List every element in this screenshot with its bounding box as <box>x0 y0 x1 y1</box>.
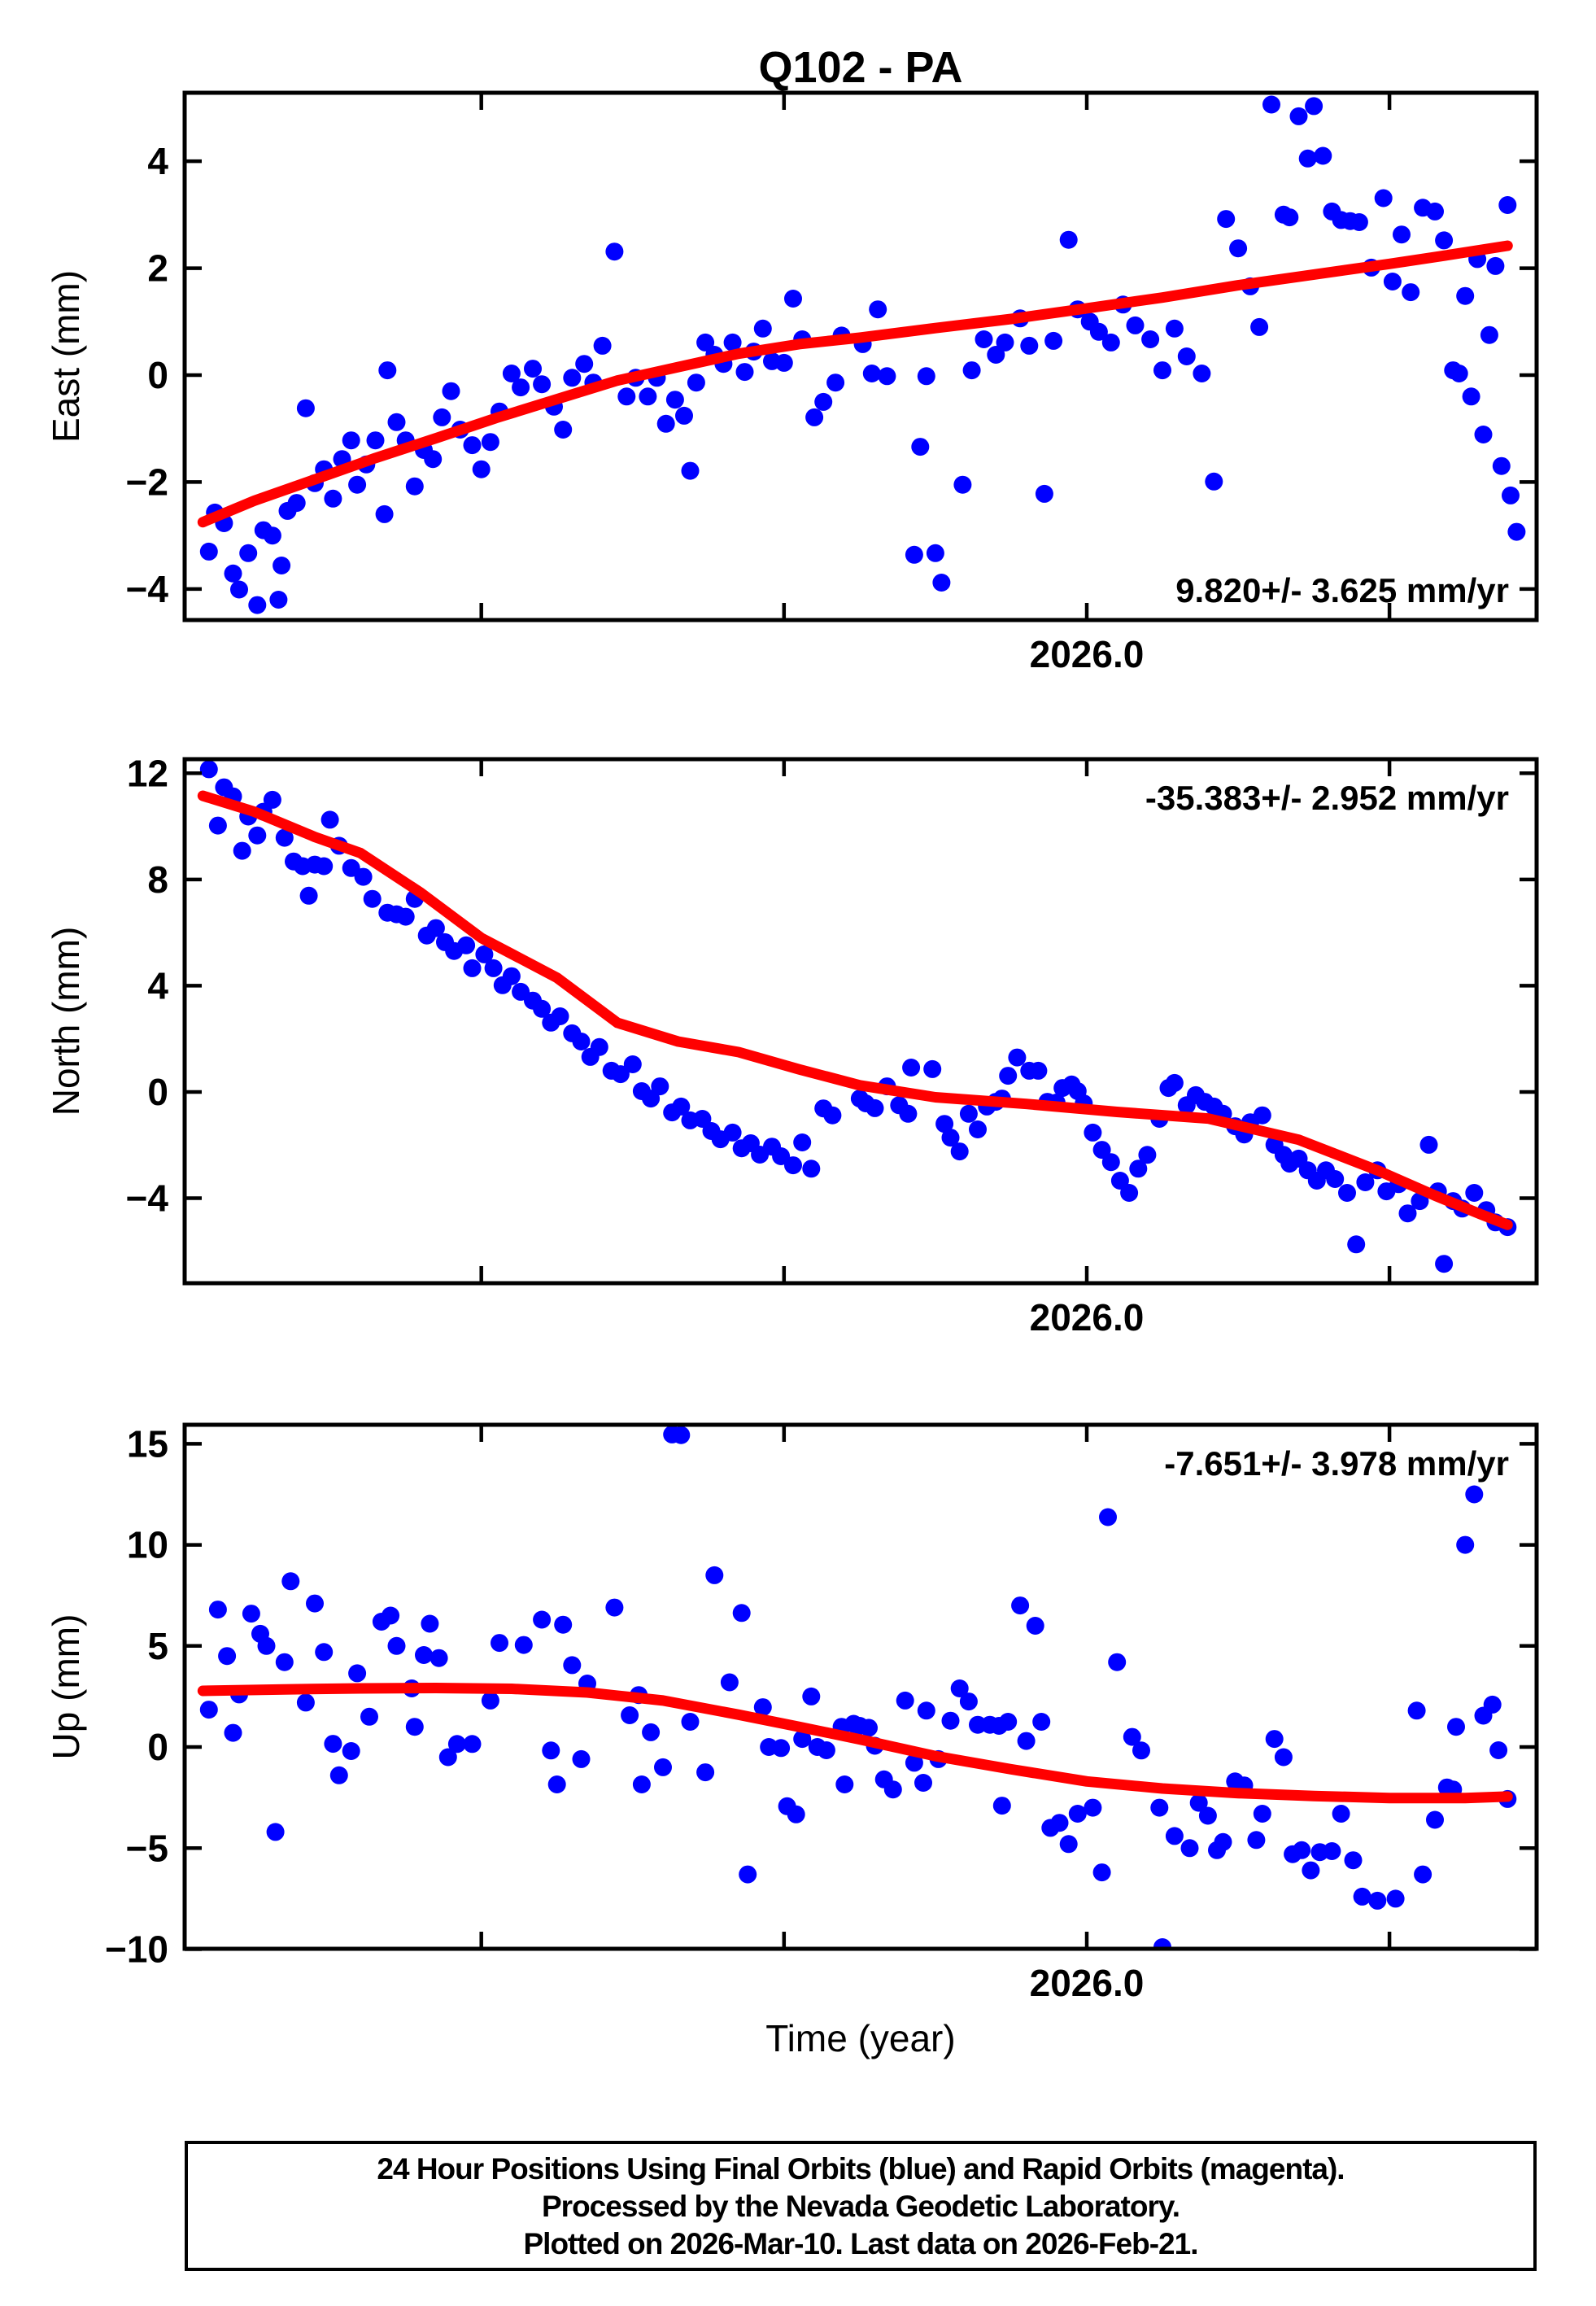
north-plot-area <box>185 759 1537 1283</box>
y-tick-label: 15 <box>126 1422 168 1465</box>
data-point <box>533 375 551 393</box>
data-point <box>823 1107 841 1125</box>
data-point <box>1354 1888 1371 1906</box>
data-point <box>996 334 1014 352</box>
data-point <box>960 1105 978 1123</box>
data-point <box>433 408 451 426</box>
data-point <box>554 1616 572 1634</box>
data-point <box>918 1701 935 1719</box>
data-point <box>482 433 499 451</box>
data-point <box>1193 365 1210 382</box>
data-point <box>1368 1892 1386 1910</box>
data-point <box>1332 1805 1350 1823</box>
data-point <box>315 858 333 876</box>
data-point <box>918 367 935 385</box>
data-point <box>1498 196 1516 214</box>
data-point <box>1150 1799 1168 1817</box>
data-point <box>248 827 266 845</box>
data-point <box>905 546 923 564</box>
data-point <box>457 937 475 954</box>
data-point <box>1280 208 1298 226</box>
data-point <box>573 1750 591 1768</box>
data-point <box>682 462 700 480</box>
data-point <box>1217 210 1235 228</box>
data-point <box>1084 1799 1101 1817</box>
data-point <box>1465 1486 1483 1504</box>
north-panel <box>45 752 1537 1339</box>
data-point <box>672 1426 690 1444</box>
data-point <box>1347 1235 1365 1253</box>
data-point <box>1420 1136 1438 1154</box>
data-point <box>443 382 460 400</box>
data-point <box>869 300 887 318</box>
data-point <box>878 367 896 385</box>
data-point <box>288 494 306 512</box>
data-point <box>415 1646 433 1664</box>
y-tick-label: 0 <box>147 1071 168 1113</box>
data-point <box>1338 1184 1356 1202</box>
data-point <box>863 365 881 382</box>
data-point <box>1178 347 1196 365</box>
data-point <box>1275 1749 1293 1767</box>
data-point <box>1463 387 1480 405</box>
data-point <box>324 490 342 508</box>
data-point <box>1008 1049 1026 1067</box>
data-point <box>999 1713 1017 1731</box>
data-point <box>360 1708 378 1726</box>
data-point <box>424 450 442 468</box>
north-rate-annotation: -35.383+/- 2.952 mm/yr <box>1145 779 1509 817</box>
up-rate-annotation: -7.651+/- 3.978 mm/yr <box>1164 1444 1509 1483</box>
data-point <box>1387 1889 1405 1907</box>
data-point <box>1456 287 1474 305</box>
data-point <box>1484 1696 1502 1714</box>
data-point <box>1323 1842 1341 1860</box>
data-point <box>1489 1741 1507 1759</box>
data-point <box>1475 426 1493 443</box>
data-point <box>267 1823 285 1841</box>
data-point <box>1060 231 1078 249</box>
data-point <box>899 1105 917 1123</box>
y-tick-label: −10 <box>104 1928 168 1971</box>
data-point <box>675 407 693 425</box>
data-point <box>1408 1701 1426 1719</box>
data-point <box>355 868 373 886</box>
east-rate-annotation: 9.820+/- 3.625 mm/yr <box>1175 571 1509 609</box>
east-panel <box>45 93 1537 675</box>
data-point <box>1011 1596 1029 1614</box>
data-point <box>1314 147 1332 165</box>
data-point <box>896 1692 914 1710</box>
data-point <box>258 1637 276 1655</box>
y-tick-label: 8 <box>147 858 168 901</box>
y-tick-label: −4 <box>125 1177 168 1220</box>
data-point <box>866 1099 884 1117</box>
data-point <box>1299 150 1317 168</box>
data-point <box>1247 1831 1265 1849</box>
data-point <box>594 337 612 355</box>
data-point <box>860 1719 878 1736</box>
data-point <box>736 363 754 381</box>
data-point <box>784 290 802 308</box>
y-tick-label: 0 <box>147 354 168 396</box>
data-point <box>1302 1862 1319 1880</box>
up-panel <box>45 1422 1537 2004</box>
data-point <box>1036 485 1053 503</box>
caption-line-2: Processed by the Nevada Geodetic Laboratory. <box>542 2190 1180 2223</box>
data-point <box>1450 365 1468 382</box>
y-tick-label: 0 <box>147 1726 168 1768</box>
data-point <box>787 1806 805 1823</box>
data-point <box>775 354 793 372</box>
data-point <box>927 544 944 562</box>
y-tick-label: 12 <box>126 752 168 795</box>
data-point <box>826 373 844 391</box>
y-tick-label: −4 <box>125 567 168 610</box>
data-point <box>1254 1107 1271 1125</box>
data-point <box>464 1735 482 1753</box>
data-point <box>818 1741 835 1759</box>
data-point <box>1250 318 1268 336</box>
data-point <box>315 1643 333 1661</box>
caption-line-3: Plotted on 2026-Mar-10. Last data on 2026-Feb-21. <box>523 2227 1198 2260</box>
y-tick-label: 4 <box>147 140 168 183</box>
data-point <box>575 355 593 373</box>
y-tick-label: −2 <box>125 461 168 504</box>
data-point <box>1051 1814 1069 1832</box>
data-point <box>491 1634 508 1652</box>
data-point <box>1102 1153 1120 1171</box>
data-point <box>923 1060 941 1078</box>
data-point <box>696 1763 714 1781</box>
data-point <box>276 1653 294 1671</box>
data-point <box>1084 1124 1101 1142</box>
data-point <box>1326 1170 1344 1188</box>
data-point <box>914 1774 932 1792</box>
y-tick-label: −5 <box>125 1827 168 1870</box>
data-point <box>969 1120 987 1138</box>
data-point <box>230 581 248 599</box>
data-point <box>297 400 315 417</box>
data-point <box>382 1607 399 1625</box>
data-point <box>624 1055 642 1073</box>
data-point <box>772 1739 790 1757</box>
data-point <box>1020 337 1038 355</box>
data-point <box>1199 1807 1217 1825</box>
data-point <box>932 574 950 592</box>
data-point <box>754 320 772 338</box>
data-point <box>654 1758 672 1776</box>
data-point <box>342 431 360 449</box>
data-point <box>533 1611 551 1629</box>
data-point <box>209 817 227 835</box>
data-point <box>1132 1741 1150 1759</box>
data-point <box>406 1718 424 1736</box>
data-point <box>406 478 424 496</box>
data-point <box>1127 317 1145 334</box>
north-axis-label: North (mm) <box>45 926 87 1116</box>
data-point <box>273 557 290 574</box>
data-point <box>348 1664 366 1682</box>
data-point <box>421 1615 438 1633</box>
data-point <box>209 1601 227 1618</box>
data-point <box>1060 1835 1078 1853</box>
data-point <box>1402 283 1419 301</box>
data-point <box>621 1706 639 1724</box>
data-point <box>1507 523 1525 541</box>
east-axis-label: East (mm) <box>45 269 87 443</box>
y-tick-label: 10 <box>126 1523 168 1566</box>
data-point <box>666 391 684 408</box>
data-point <box>1486 257 1504 275</box>
data-point <box>378 361 396 379</box>
data-point <box>733 1604 751 1622</box>
data-point <box>200 1701 218 1719</box>
data-point <box>605 242 623 260</box>
data-point <box>1465 1184 1483 1202</box>
data-point <box>563 1656 581 1674</box>
data-point <box>1166 1827 1184 1845</box>
data-point <box>200 760 218 778</box>
data-point <box>705 1566 723 1584</box>
data-point <box>473 461 491 478</box>
data-point <box>953 476 971 494</box>
data-point <box>388 1637 406 1655</box>
data-point <box>1345 1851 1363 1869</box>
data-point <box>911 438 929 456</box>
data-point <box>1254 1805 1271 1823</box>
y-tick-label: 4 <box>147 964 168 1007</box>
data-point <box>239 544 257 562</box>
data-point <box>1141 330 1159 348</box>
data-point <box>814 393 832 411</box>
data-point <box>1266 1730 1284 1748</box>
data-point <box>1027 1617 1044 1635</box>
data-point <box>376 505 394 523</box>
data-point <box>1426 203 1444 221</box>
data-point <box>348 476 366 494</box>
data-point <box>1502 487 1520 504</box>
data-point <box>1435 1255 1453 1273</box>
data-point <box>1493 457 1511 475</box>
data-point <box>542 1741 560 1759</box>
x-tick-label: 2026.0 <box>1029 633 1145 675</box>
data-point <box>687 373 705 391</box>
data-point <box>321 810 339 828</box>
data-point <box>721 1674 739 1692</box>
data-point <box>464 959 482 977</box>
y-tick-label: 5 <box>147 1624 168 1667</box>
data-point <box>1153 361 1171 379</box>
data-point <box>942 1712 960 1730</box>
data-point <box>1093 1863 1111 1881</box>
data-point <box>397 908 415 926</box>
data-point <box>884 1780 902 1798</box>
data-point <box>999 1067 1017 1085</box>
data-point <box>264 526 281 544</box>
data-point <box>802 1160 820 1177</box>
data-point <box>1350 213 1368 231</box>
y-tick-label: 2 <box>147 247 168 290</box>
data-point <box>605 1599 623 1617</box>
x-axis-title: Time (year) <box>765 2017 956 2059</box>
up-axis-label: Up (mm) <box>45 1614 87 1760</box>
data-point <box>297 1693 315 1711</box>
data-point <box>1108 1653 1126 1671</box>
figure-title: Q102 - PA <box>758 43 963 92</box>
data-point <box>1447 1718 1465 1736</box>
data-point <box>1166 320 1184 338</box>
data-point <box>639 387 656 405</box>
data-point <box>225 565 242 583</box>
data-point <box>617 387 635 405</box>
data-point <box>784 1156 802 1174</box>
data-point <box>512 378 530 396</box>
data-point <box>548 1775 566 1793</box>
data-point <box>563 369 581 387</box>
caption-box <box>185 2141 1537 2271</box>
data-point <box>367 431 385 449</box>
data-point <box>225 1724 242 1742</box>
data-point <box>1414 1866 1432 1884</box>
data-point <box>1229 239 1247 257</box>
data-point <box>657 415 675 433</box>
data-point <box>1181 1839 1199 1857</box>
data-point <box>1262 96 1280 114</box>
data-point <box>1099 1509 1117 1526</box>
data-point <box>330 1767 348 1784</box>
data-point <box>739 1866 757 1884</box>
data-point <box>1032 1713 1050 1731</box>
data-point <box>233 842 251 860</box>
data-point <box>724 1124 742 1142</box>
data-point <box>218 1647 236 1665</box>
data-point <box>264 791 281 809</box>
data-point <box>482 1692 499 1710</box>
data-point <box>388 413 406 431</box>
data-point <box>1393 225 1411 243</box>
x-tick-label: 2026.0 <box>1029 1296 1145 1339</box>
data-point <box>524 360 542 378</box>
data-point <box>1384 273 1402 290</box>
data-point <box>1166 1074 1184 1092</box>
data-point <box>963 361 981 379</box>
data-point <box>1426 1811 1444 1829</box>
data-point <box>300 887 318 905</box>
data-point <box>248 596 266 614</box>
data-point <box>1305 97 1323 115</box>
data-point <box>552 1007 569 1025</box>
data-point <box>573 1033 591 1050</box>
data-point <box>342 1742 360 1760</box>
data-point <box>975 330 993 348</box>
data-point <box>1138 1146 1156 1164</box>
data-point <box>835 1775 853 1793</box>
data-point <box>242 1605 260 1622</box>
data-point <box>503 967 521 985</box>
data-point <box>802 1688 820 1705</box>
data-point <box>306 1595 324 1613</box>
data-point <box>633 1775 651 1793</box>
data-point <box>960 1692 978 1710</box>
data-point <box>324 1735 342 1753</box>
data-point <box>1205 473 1223 491</box>
data-point <box>591 1038 608 1056</box>
data-point <box>1018 1732 1036 1750</box>
data-point <box>200 543 218 561</box>
east-plot-area <box>185 93 1537 620</box>
data-point <box>1456 1536 1474 1554</box>
data-point <box>1293 1841 1310 1859</box>
data-point <box>951 1142 969 1160</box>
data-point <box>269 591 287 609</box>
data-point <box>1290 107 1308 125</box>
data-point <box>1480 326 1498 344</box>
data-point <box>642 1723 660 1741</box>
data-point <box>1214 1833 1232 1851</box>
data-point <box>1120 1184 1138 1202</box>
data-point <box>793 1133 811 1151</box>
data-point <box>485 959 503 977</box>
data-point <box>464 436 482 454</box>
data-point <box>805 408 823 426</box>
data-point <box>651 1077 669 1095</box>
caption-line-1: 24 Hour Positions Using Final Orbits (blue) and Rapid Orbits (magenta). <box>377 2152 1345 2186</box>
data-point <box>682 1713 700 1731</box>
data-point <box>281 1572 299 1590</box>
data-point <box>1435 231 1453 249</box>
data-point <box>1375 190 1393 207</box>
data-point <box>515 1636 533 1654</box>
data-point <box>993 1797 1011 1815</box>
x-tick-label: 2026.0 <box>1029 1962 1145 2004</box>
data-point <box>430 1649 448 1667</box>
data-point <box>554 421 572 439</box>
data-point <box>1029 1062 1047 1080</box>
data-point <box>1044 332 1062 350</box>
data-point <box>364 890 382 908</box>
data-point <box>902 1059 920 1077</box>
data-point <box>1102 334 1120 352</box>
